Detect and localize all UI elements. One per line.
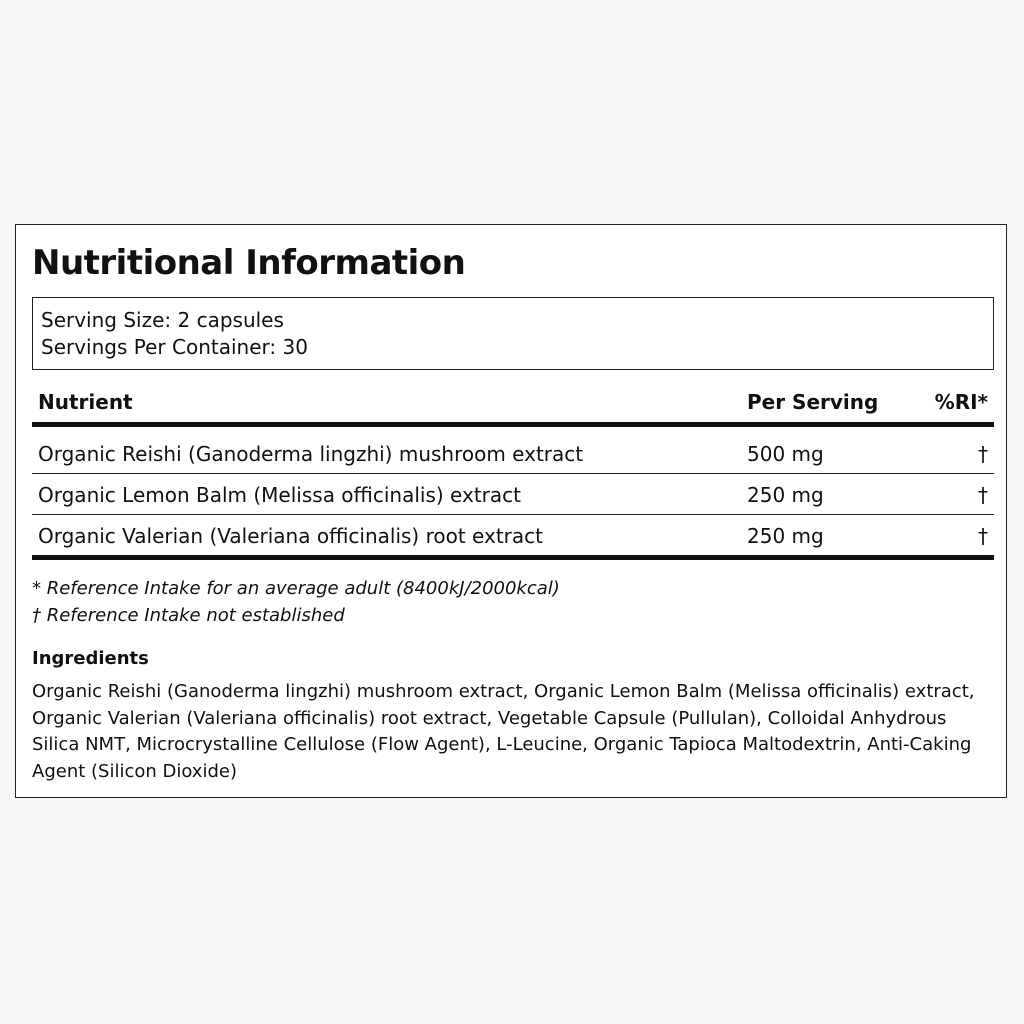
table-row xyxy=(32,433,994,474)
servings-per-container: Servings Per Container: 30 xyxy=(41,335,308,359)
header-ri: %RI* xyxy=(934,390,988,414)
serving-size: Serving Size: 2 capsules xyxy=(41,308,284,332)
header-nutrient: Nutrient xyxy=(38,390,133,414)
row-nutrient: Organic Valerian (Valeriana officinalis) root extract xyxy=(38,524,543,548)
ingredients-title: Ingredients xyxy=(32,648,149,669)
footnotes xyxy=(32,575,560,629)
table-row xyxy=(32,474,994,515)
panel-title: Nutritional Information xyxy=(32,243,466,283)
row-ri: † xyxy=(978,442,988,466)
dagger-footnote: † Reference Intake not established xyxy=(32,605,345,626)
row-per-serving: 500 mg xyxy=(747,442,824,466)
row-ri: † xyxy=(978,483,988,507)
row-ri: † xyxy=(978,524,988,548)
ri-footnote: * Reference Intake for an average adult (8400kJ/2000kcal) xyxy=(32,578,560,599)
row-nutrient: Organic Lemon Balm (Melissa officinalis) extract xyxy=(38,483,521,507)
ingredients-text: Organic Reishi (Ganoderma lingzhi) mushroom extract, Organic Lemon Balm (Melissa officinalis) extract, Organic Valerian (Valeriana officinalis) root extract, Vegetable Capsule (Pullulan), Colloidal Anhydrous Silica NMT, Microcrystalline Cellulose (Flow Agent), L-Leucine, Organic Tapioca Maltodextrin, Anti-Caking Agent (Silicon Dioxide) xyxy=(32,681,975,782)
table-row xyxy=(32,515,994,560)
header-per-serving: Per Serving xyxy=(747,390,879,414)
row-nutrient: Organic Reishi (Ganoderma lingzhi) mushroom extract xyxy=(38,442,584,466)
table-header xyxy=(32,383,994,427)
row-per-serving: 250 mg xyxy=(747,483,824,507)
nutrient-table xyxy=(32,383,994,560)
row-per-serving: 250 mg xyxy=(747,524,824,548)
serving-info-box xyxy=(32,297,994,370)
nutrition-panel xyxy=(15,224,1007,798)
